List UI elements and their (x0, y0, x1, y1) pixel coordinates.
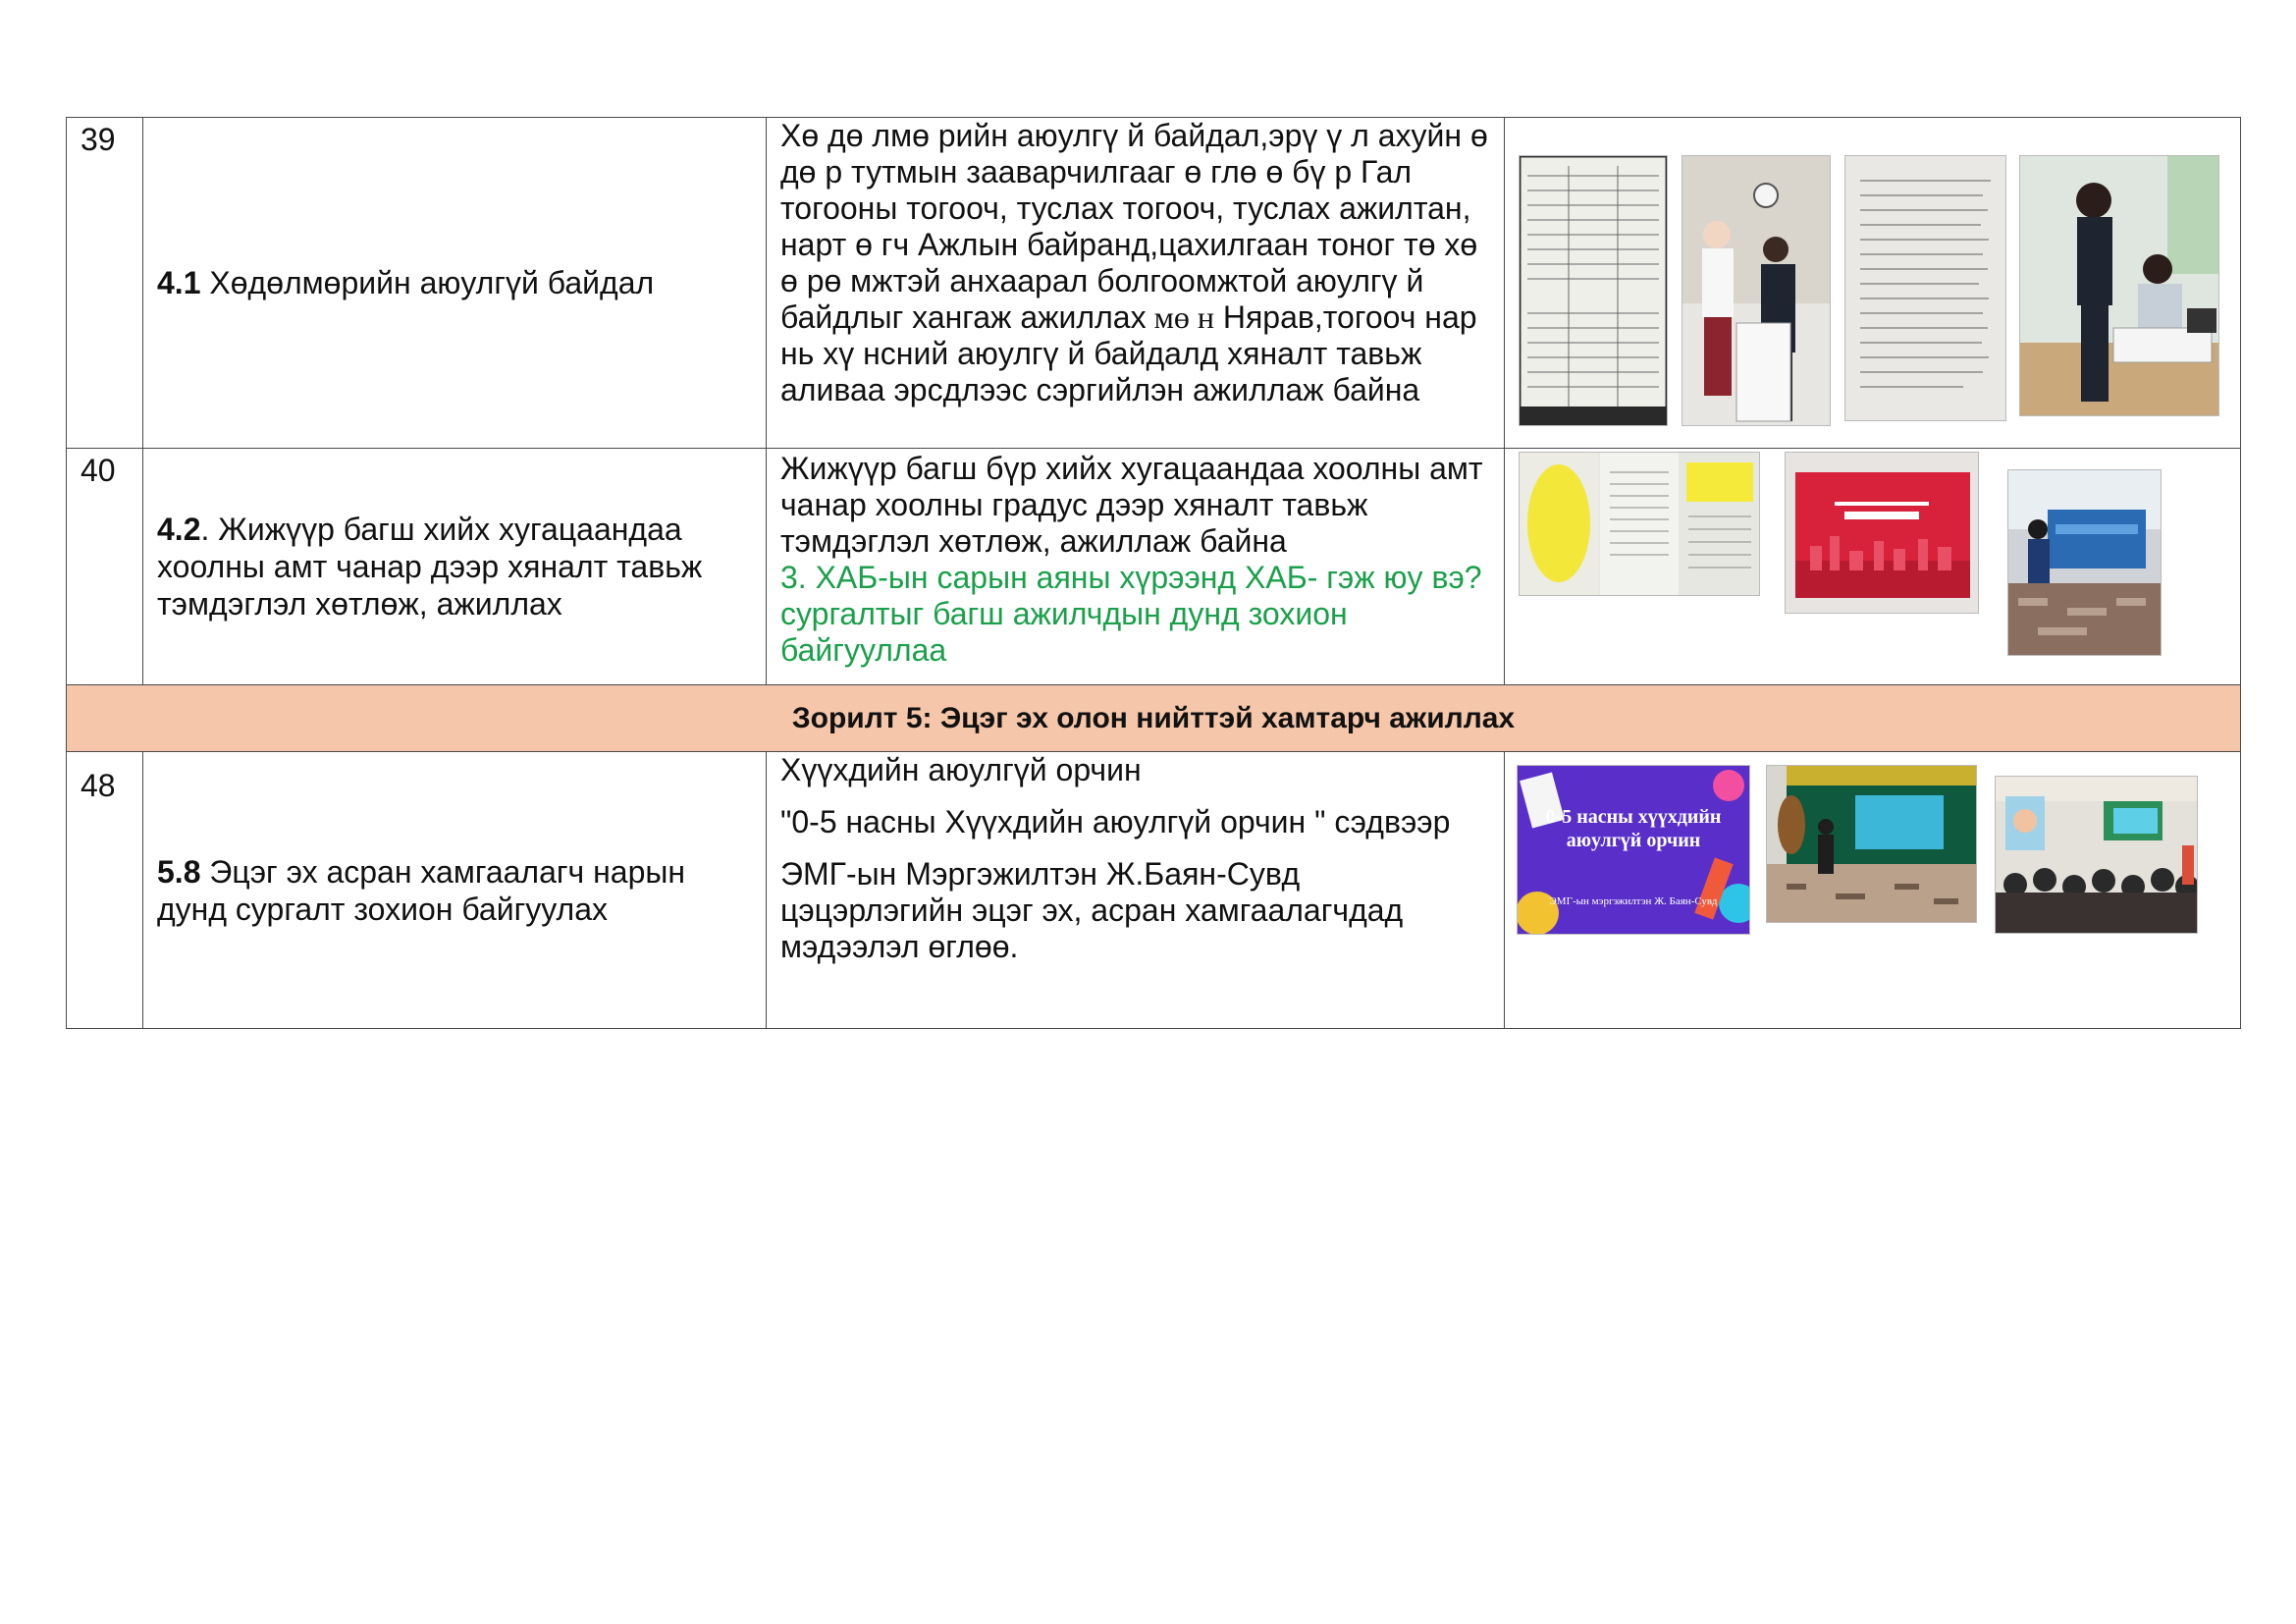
training-screen-photo (2007, 469, 2162, 656)
row-number: 48 (80, 768, 116, 803)
slide-subcaption: ЭМГ-ын мэргэжилтэн Ж. Баян-Сувд (1549, 895, 1718, 907)
activity-text: ЭМГ-ын Мэргэжилтэн Ж.Баян-Сувд цэцэрлэгийн эцэг эх, асран хамгаалагчдад мэдээлэл өглөө. (780, 856, 1404, 964)
hall-presentation-photo (1766, 765, 1977, 923)
task-title: . Жижүүр багш хийх хугацаандаа хоолны амт чанар дээр хяналт тавьж тэмдэглэл хөтлөж, ажиллах (157, 512, 703, 622)
activity-text-green: 3. ХАБ-ын сарын аяны хүрээнд ХАБ- гэж юу вэ? сургалтыг багш ажилчдын дунд зохион байгууллаа (780, 560, 1482, 668)
activity-text: Жижүүр багш бүр хийх хугацаандаа хоолны амт чанар хоолны градус дээр хяналт тавьж тэмдэглэл хөтлөж, ажиллаж байна (780, 451, 1483, 559)
task-code: 4.1 (157, 265, 201, 300)
task-code: 4.2 (157, 512, 201, 547)
activity-topic: "0-5 насны Хүүхдийн аюулгүй орчин " сэдвээр (780, 804, 1451, 839)
document-list-photo (1844, 155, 2006, 421)
task-description (157, 511, 752, 623)
teacher-desk-photo (2019, 155, 2219, 416)
parents-audience-photo (1995, 776, 2198, 934)
row-number: 40 (80, 453, 116, 488)
activity-cell (767, 118, 1504, 408)
slide-title-photo (1517, 765, 1750, 935)
section-row (67, 685, 2241, 752)
brochure-photo (1519, 452, 1760, 596)
row-number: 39 (80, 122, 116, 157)
task-description (157, 264, 654, 301)
task-title: Эцэг эх асран хамгаалагч нарын дунд сургалт зохион байгуулах (157, 853, 686, 927)
task-title: Хөдөлмөрийн аюулгүй байдал (200, 265, 655, 300)
activity-heading: Хүүхдийн аюулгүй орчин (780, 752, 1142, 787)
kitchen-staff-photo (1682, 155, 1831, 426)
slide-caption: 0-5 насны хүүхдийн аюулгүй орчин (1545, 806, 1722, 851)
activity-cell (767, 449, 1504, 669)
table-row (67, 449, 2241, 685)
photo-strip (1505, 752, 2240, 1027)
checklist-photo (1519, 155, 1668, 426)
table-row (67, 752, 2241, 1029)
task-description (157, 853, 752, 928)
task-code: 5.8 (157, 853, 201, 890)
activity-text-serif: мө н (1146, 299, 1214, 335)
red-presentation-photo (1785, 452, 1979, 614)
activity-text-rest: Нярав,тогооч нар нь хү нсний аюулгү й байдалд хяналт тавьж аливаа эрсдлээс сэргийлэн ажиллаж байна (780, 299, 1477, 407)
photo-strip (1505, 449, 2240, 683)
photo-strip (1505, 118, 2240, 447)
section-title: Зорилт 5: Эцэг эх олон нийттэй хамтарч ажиллах (67, 685, 2241, 752)
activity-table (66, 117, 2241, 1029)
table-row (67, 118, 2241, 449)
activity-cell (767, 752, 1504, 965)
activity-text: Хө дө лмө рийн аюулгү й байдал,эрү ү л ахуйн ө дө р тутмын зааварчилгааг ө глө ө бү р Гал тогооны тогооч, туслах тогооч, туслах ажилтан, нарт ө гч Ажлын байранд,цахилгаан тоног тө хө ө рө мжтэй анхаарал болгоомжтой аюулгү й байдлыг хангаж ажиллах (780, 118, 1488, 335)
